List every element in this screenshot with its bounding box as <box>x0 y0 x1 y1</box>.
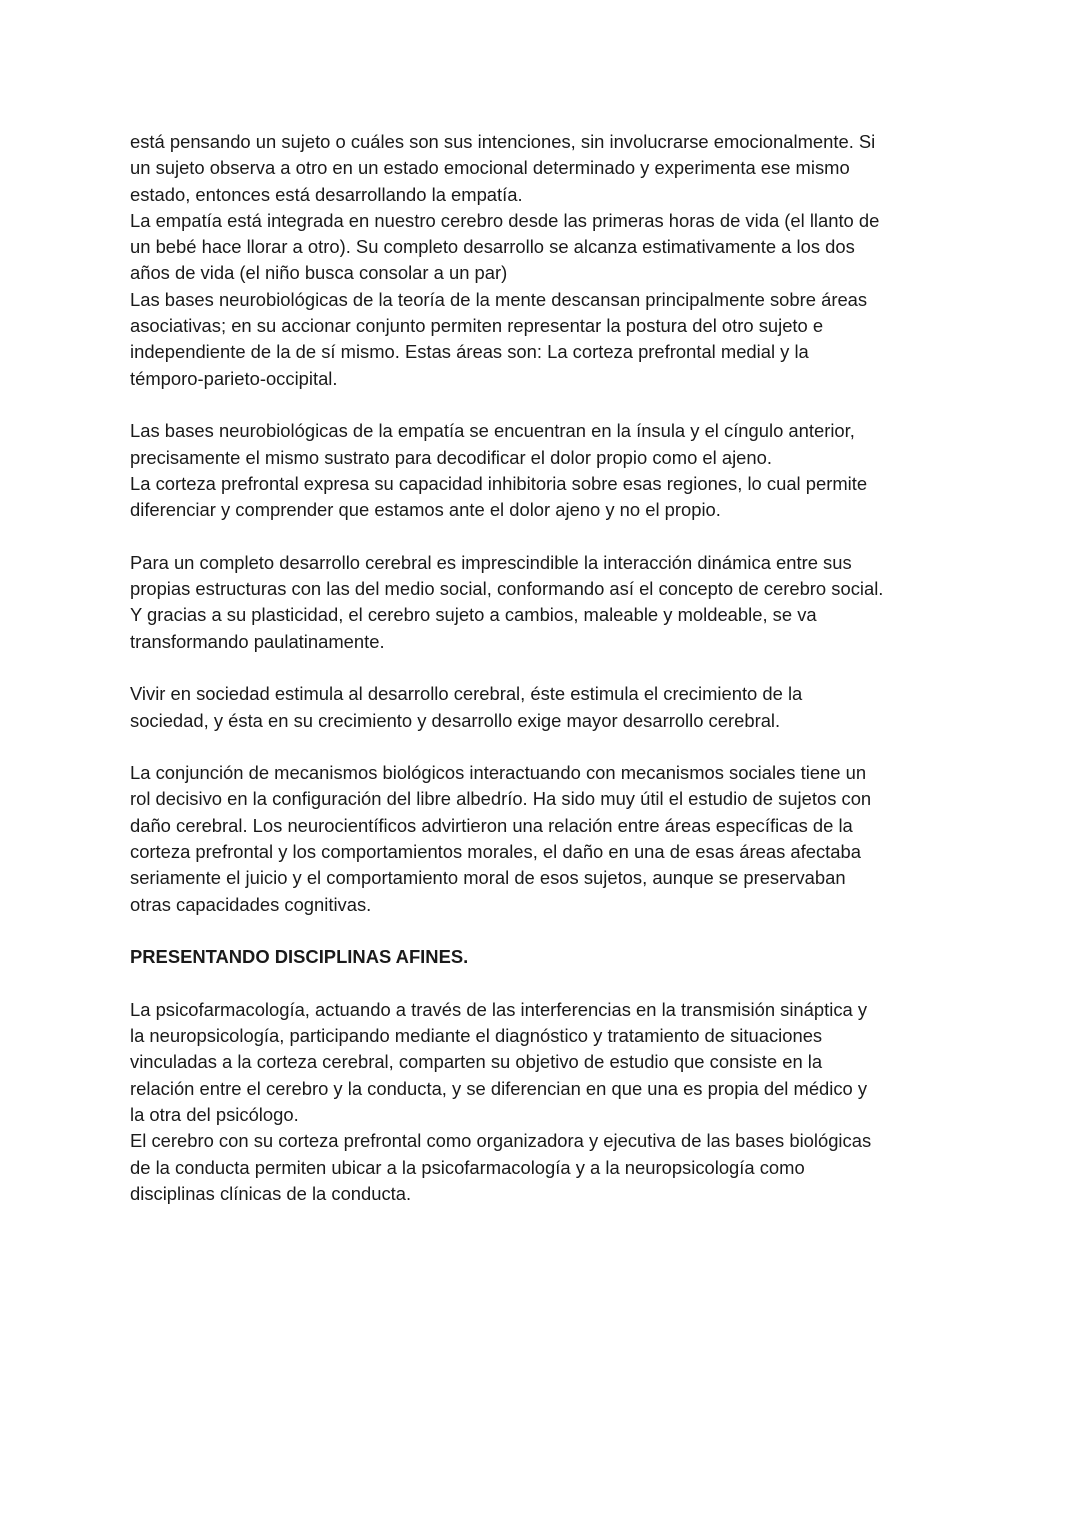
paragraph-theory-of-mind-bases <box>130 287 960 392</box>
paragraph-social-brain <box>130 550 960 655</box>
text-line: la otra del psicólogo. <box>130 1103 299 1125</box>
text-line: transformando paulatinamente. <box>130 630 385 652</box>
text-line: Vivir en sociedad estimula al desarrollo cerebral, éste estimula el crecimiento de la <box>130 683 803 705</box>
text-line: Las bases neurobiológicas de la empatía se encuentran en la ínsula y el cíngulo anterior, <box>130 420 855 442</box>
paragraph-psychopharmacology <box>130 997 960 1128</box>
text-line: relación entre el cerebro y la conducta, y se diferencian en que una es propia del médico y <box>130 1077 868 1099</box>
text-line: Y gracias a su plasticidad, el cerebro sujeto a cambios, maleable y moldeable, se va <box>130 604 817 626</box>
paragraph-society-development <box>130 681 960 734</box>
paragraph-spacer <box>130 523 960 549</box>
paragraph-empathy-development <box>130 208 960 287</box>
paragraph-theory-of-mind-empathy <box>130 129 960 208</box>
text-line: La psicofarmacología, actuando a través de las interferencias en la transmisión sináptica y <box>130 998 868 1020</box>
text-line: rol decisivo en la configuración del libre albedrío. Ha sido muy útil el estudio de sujetos con <box>130 788 872 810</box>
text-line: independiente de la de sí mismo. Estas áreas son: La corteza prefrontal medial y la <box>130 341 809 363</box>
text-line: seriamente el juicio y el comportamiento moral de esos sujetos, aunque se preservaban <box>130 867 846 889</box>
text-line: está pensando un sujeto o cuáles son sus intenciones, sin involucrarse emocionalmente. Si <box>130 131 876 152</box>
text-line: El cerebro con su corteza prefrontal como organizadora y ejecutiva de las bases biológicas <box>130 1130 872 1152</box>
text-line: años de vida (el niño busca consolar a un par) <box>130 262 508 284</box>
paragraph-clinical-disciplines <box>130 1128 960 1207</box>
text-line: Para un completo desarrollo cerebral es imprescindible la interacción dinámica entre sus <box>130 551 852 573</box>
text-line: la neuropsicología, participando mediante el diagnóstico y tratamiento de situaciones <box>130 1025 823 1047</box>
text-line: Las bases neurobiológicas de la teoría de la mente descansan principalmente sobre áreas <box>130 288 868 310</box>
paragraph-prefrontal-inhibition <box>130 471 960 524</box>
text-line: un bebé hace llorar a otro). Su completo desarrollo se alcanza estimativamente a los dos <box>130 236 855 258</box>
paragraph-spacer <box>130 971 960 997</box>
paragraph-free-will <box>130 760 960 918</box>
text-line: corteza prefrontal y los comportamientos morales, el daño en una de esas áreas afectaba <box>130 841 861 863</box>
text-line: un sujeto observa a otro en un estado emocional determinado y experimenta ese mismo <box>130 157 850 179</box>
text-line: propias estructuras con las del medio social, conformando así el concepto de cerebro social. <box>130 578 884 600</box>
text-line: diferenciar y comprender que estamos ante el dolor ajeno y no el propio. <box>130 499 721 521</box>
text-line: La conjunción de mecanismos biológicos interactuando con mecanismos sociales tiene un <box>130 762 867 784</box>
paragraph-spacer <box>130 918 960 944</box>
paragraph-spacer <box>130 734 960 760</box>
text-line: precisamente el mismo sustrato para decodificar el dolor propio como el ajeno. <box>130 446 772 468</box>
document-body <box>130 129 960 1207</box>
paragraph-empathy-bases <box>130 418 960 471</box>
text-line: estado, entonces está desarrollando la empatía. <box>130 183 523 205</box>
text-line: vinculadas a la corteza cerebral, comparten su objetivo de estudio que consiste en la <box>130 1051 823 1073</box>
text-line: La corteza prefrontal expresa su capacidad inhibitoria sobre esas regiones, lo cual permite <box>130 472 868 494</box>
text-line: La empatía está integrada en nuestro cerebro desde las primeras horas de vida (el llanto de <box>130 209 880 231</box>
text-line: sociedad, y ésta en su crecimiento y desarrollo exige mayor desarrollo cerebral. <box>130 709 781 731</box>
text-line: otras capacidades cognitivas. <box>130 893 372 915</box>
text-line: témporo-parieto-occipital. <box>130 367 338 389</box>
section-heading: PRESENTANDO DISCIPLINAS AFINES. <box>130 946 469 968</box>
text-line: disciplinas clínicas de la conducta. <box>130 1182 412 1204</box>
text-line: asociativas; en su accionar conjunto permiten representar la postura del otro sujeto e <box>130 315 824 337</box>
paragraph-spacer <box>130 655 960 681</box>
text-line: daño cerebral. Los neurocientíficos advirtieron una relación entre áreas específicas de la <box>130 814 853 836</box>
paragraph-spacer <box>130 392 960 418</box>
text-line: de la conducta permiten ubicar a la psicofarmacología y a la neuropsicología como <box>130 1156 805 1178</box>
